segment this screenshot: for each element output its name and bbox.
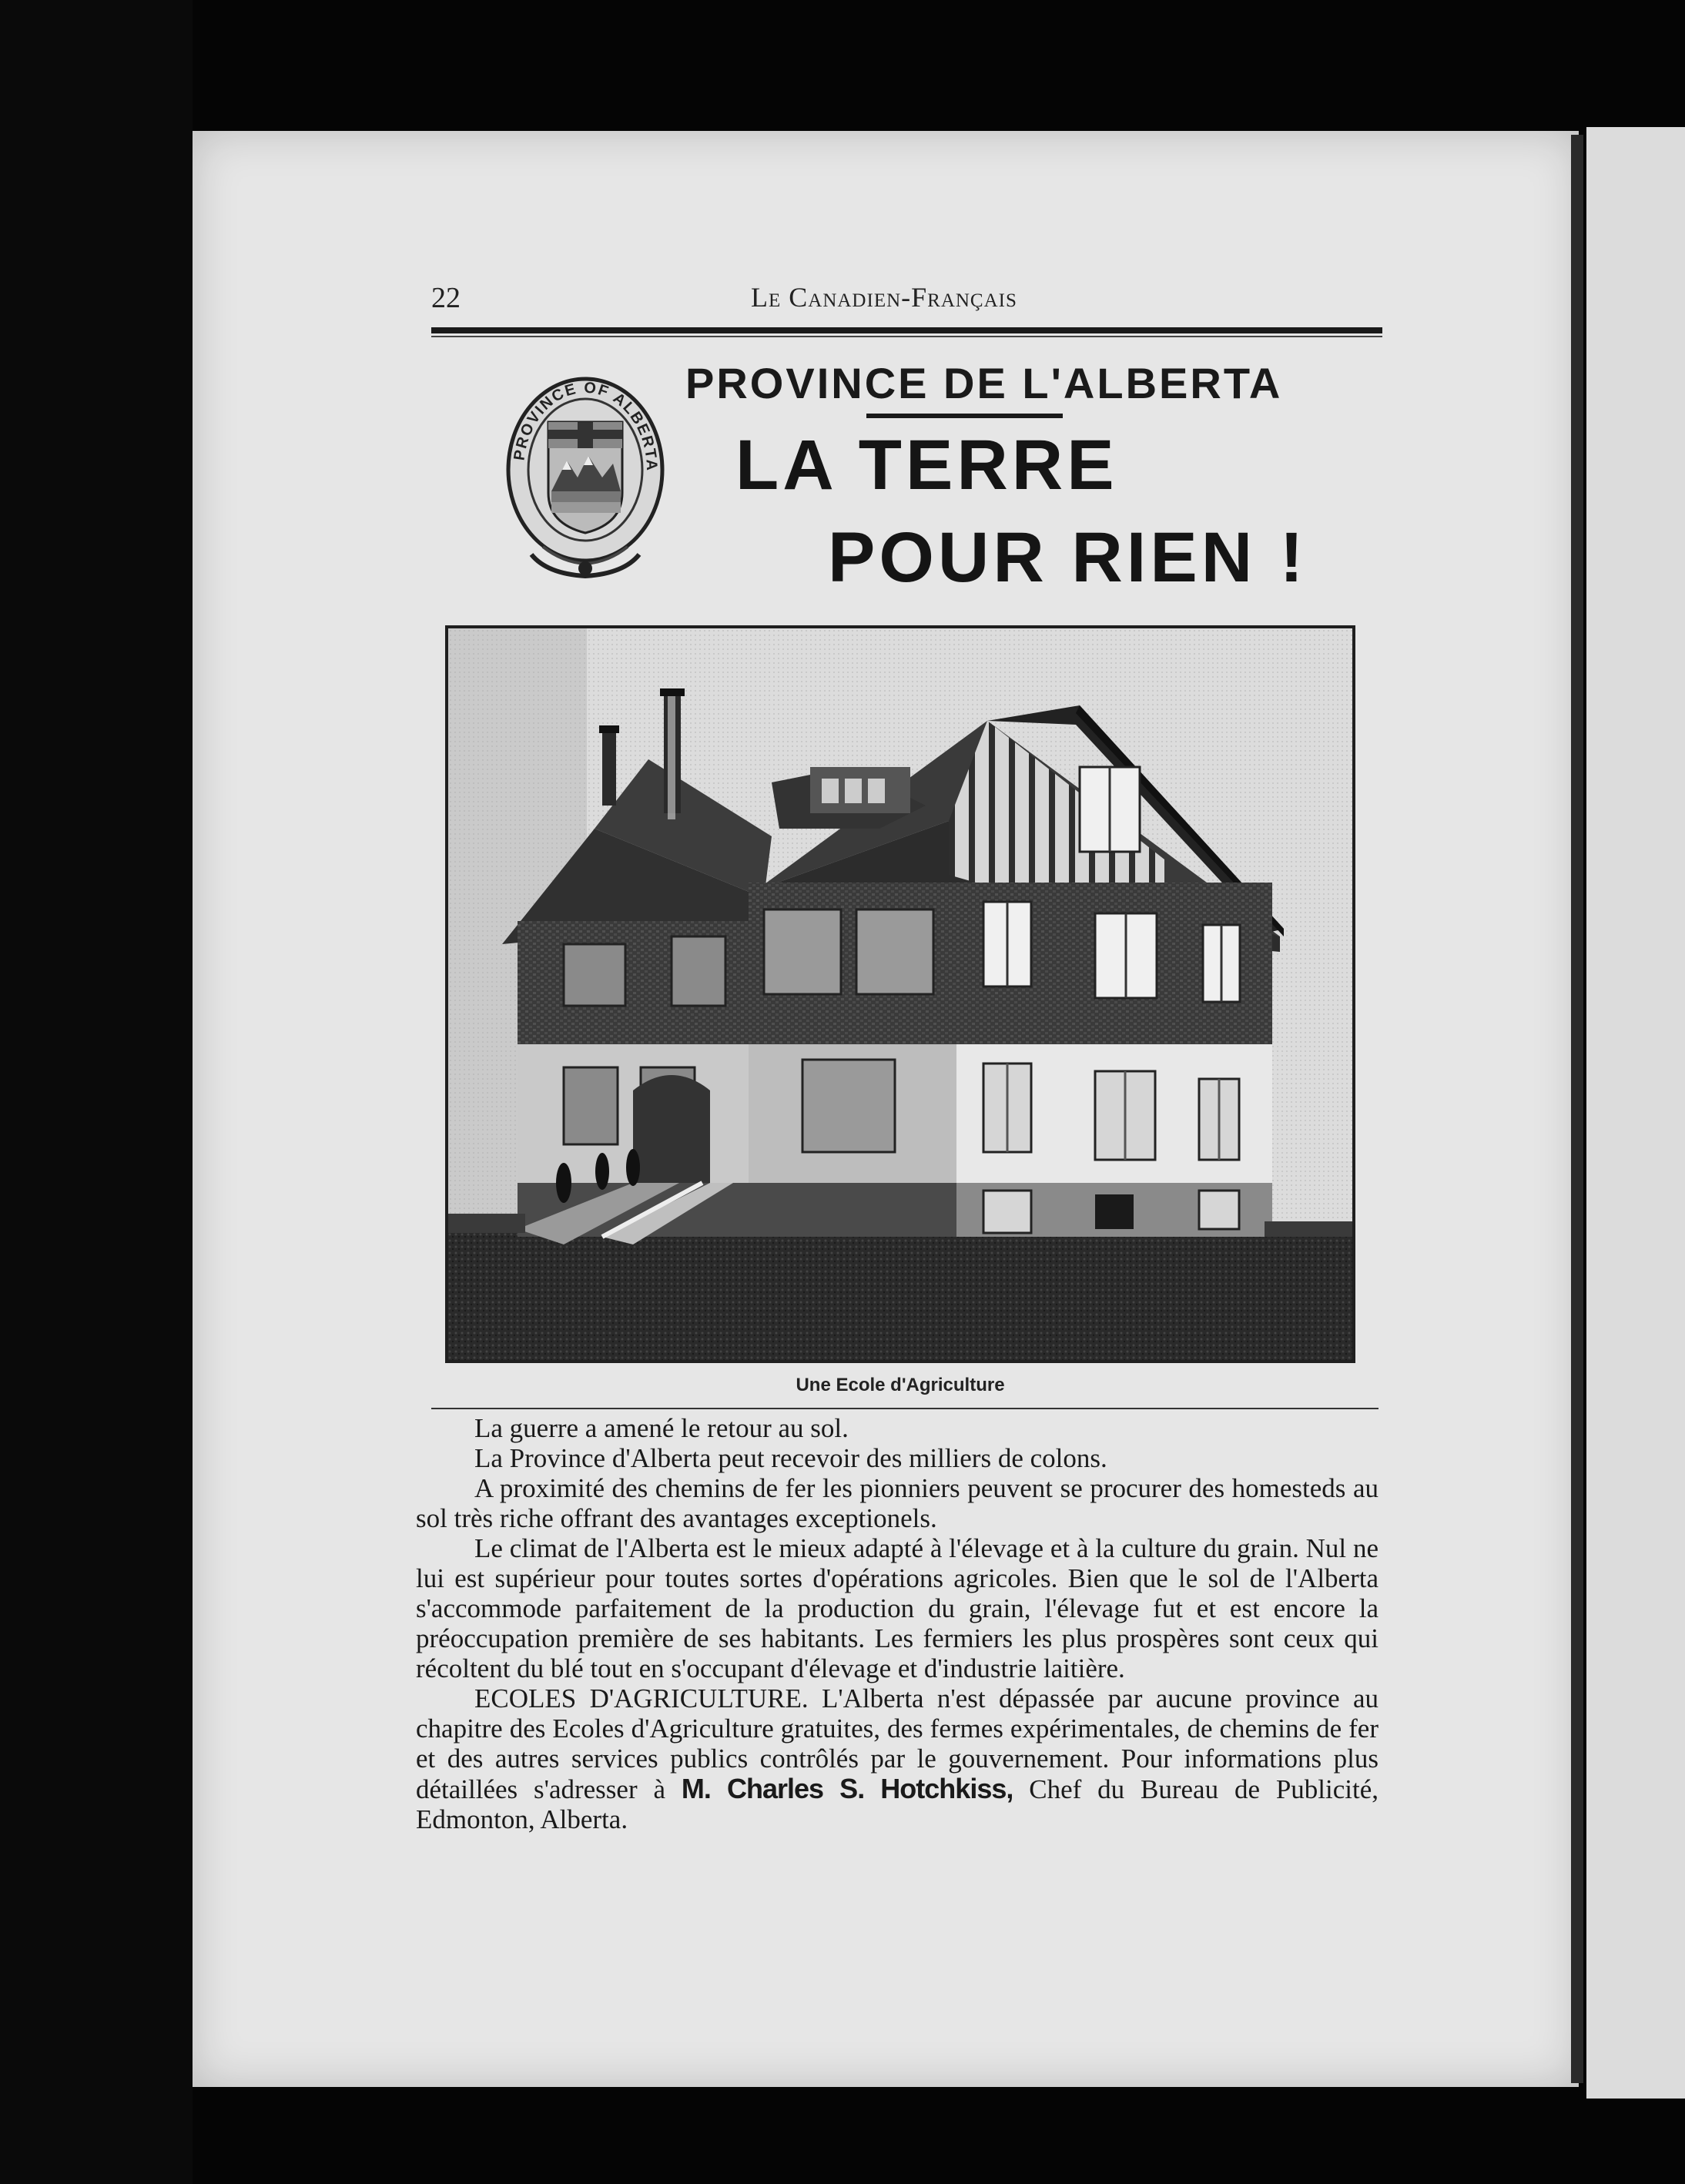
headline-line-1: LA TERRE — [735, 426, 1118, 504]
school-photo — [445, 625, 1355, 1363]
page-number: 22 — [431, 282, 461, 314]
caption-rule — [431, 1408, 1378, 1409]
page-gutter — [1571, 135, 1583, 2083]
paragraph-contact — [416, 1683, 1378, 1834]
contact-name: M. Charles S. Hotchkiss, — [681, 1773, 1013, 1804]
paragraph-text: ECOLES D'AGRICULTURE. L'Alberta n'est dépassée par aucune province au chapitre des Ecoles d'Agriculture gratuites, des fermes expérimentales, de chemins de fer et des autres services publics contrôlés par le gouvernement. Pour informations plus détaillées s'adresser à — [416, 1683, 1378, 1804]
scan-background-left — [0, 0, 193, 2184]
alberta-crest-icon — [501, 362, 670, 585]
crest-motto: PROVINCE OF ALBERTA — [511, 379, 661, 473]
headline-divider — [866, 414, 1063, 418]
paragraph: La Province d'Alberta peut recevoir des milliers de colons. — [474, 1443, 1107, 1473]
headline-province: PROVINCE DE L'ALBERTA — [685, 359, 1283, 407]
paragraph-text: Chef du Bureau de Publicité, Edmonton, Alberta. — [416, 1774, 1379, 1834]
paragraph: A proximité des chemins de fer les pionniers peuvent se procurer des homesteds au sol très riche offrant des avantages exceptionels. — [416, 1473, 1378, 1533]
article-body — [416, 1413, 1378, 1834]
page-header — [431, 281, 1386, 327]
photo-caption: Une Ecole d'Agriculture — [796, 1375, 1005, 1395]
header-rule — [431, 327, 1382, 333]
running-title: Le Canadien-Français — [751, 282, 1017, 313]
header-rule-thin — [431, 336, 1382, 337]
paragraph: Le climat de l'Alberta est le mieux adapté à l'élevage et à la culture du grain. Nul ne lui est supérieur pour toutes sortes d'opérations agricoles. Bien que le sol de l'Alberta s'accommode parfaitement de la production du grain, l'élevage fut et est encore la préoccupation première de ses habitants. Les fermiers les plus prospères sont ceux qui récoltent du blé tout en s'occupant d'élevage et d'industrie laitière. — [416, 1533, 1378, 1683]
headline-line-2: POUR RIEN ! — [828, 518, 1308, 597]
paragraph: La guerre a amené le retour au sol. — [474, 1413, 849, 1443]
adjacent-page-edge — [1586, 127, 1685, 2099]
